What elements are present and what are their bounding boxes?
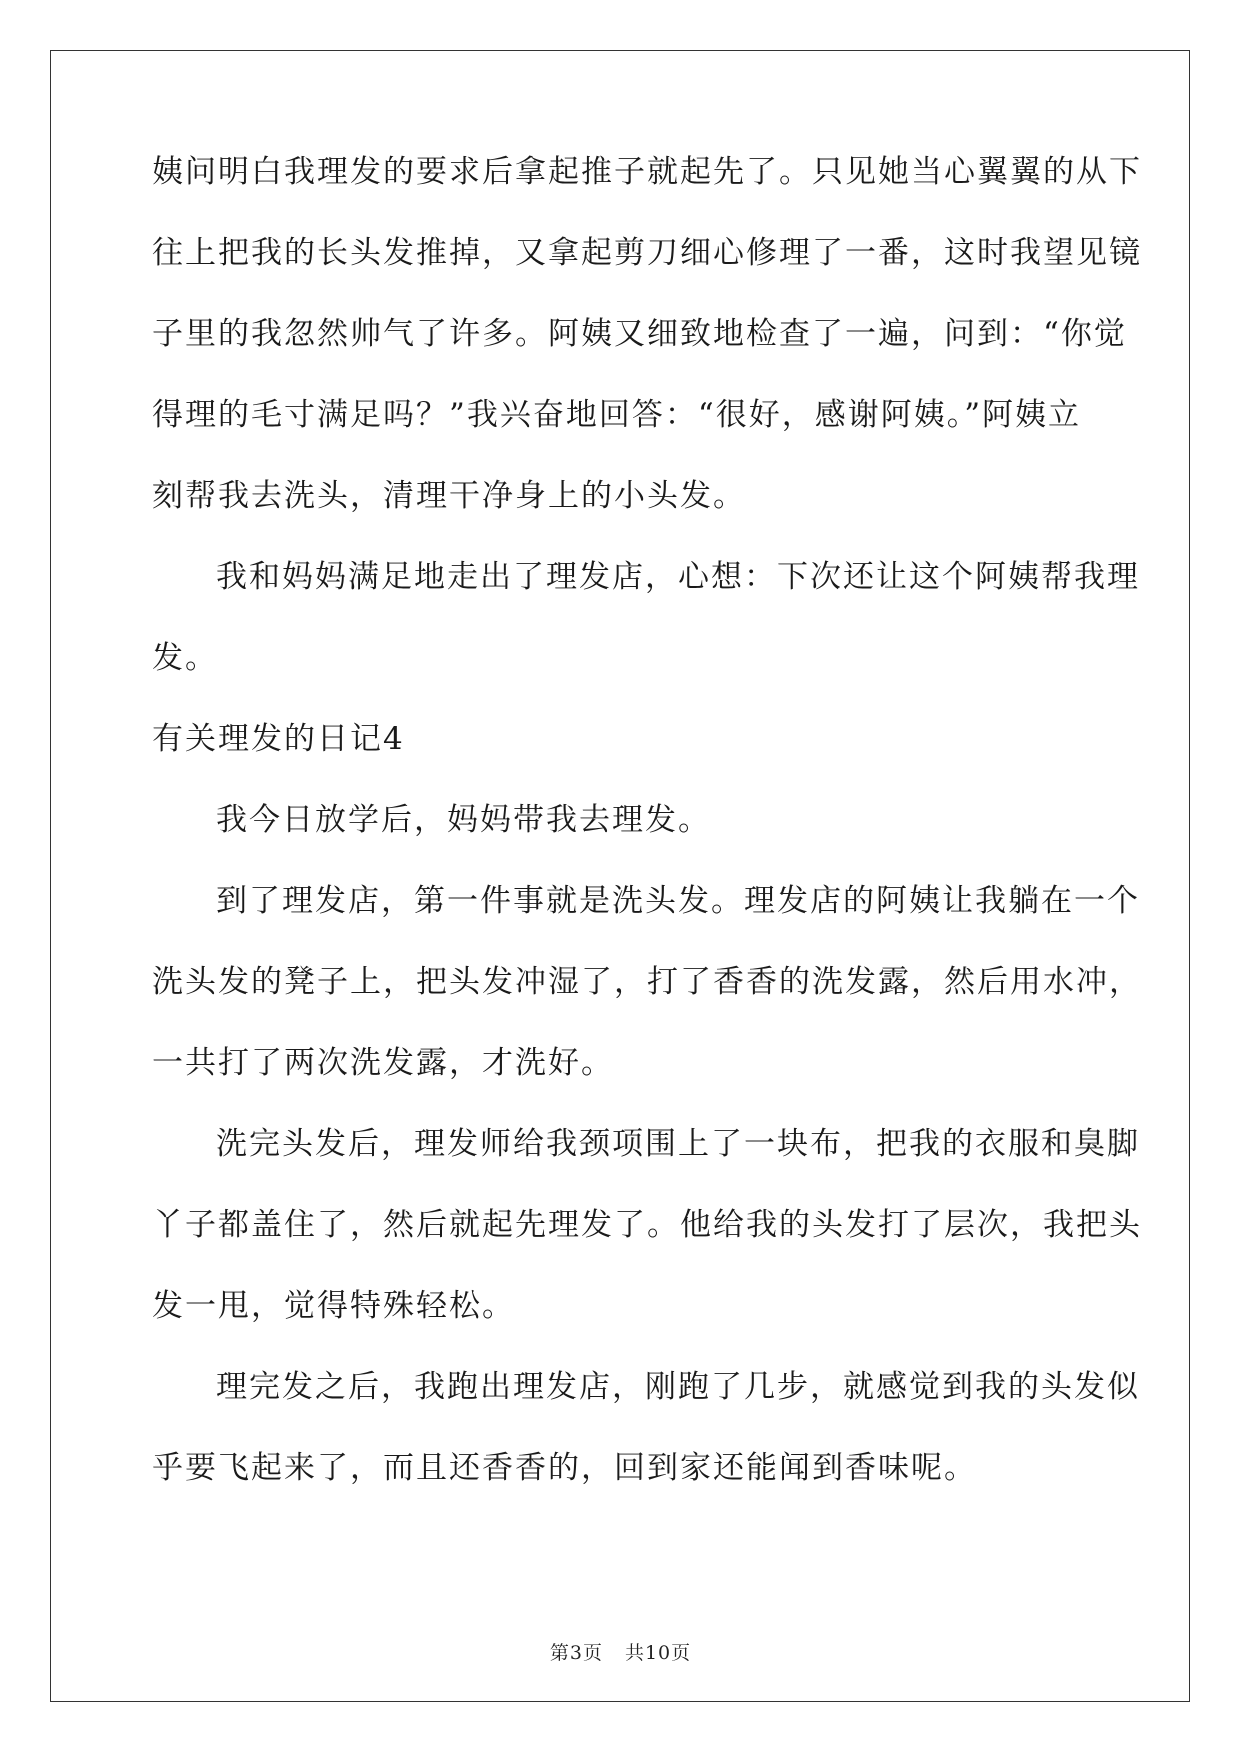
text-line: 得理的毛寸满足吗？”我兴奋地回答：“很好，感谢阿姨。”阿姨立	[152, 397, 1082, 433]
paragraph-start-line: 到了理发店，第一件事就是洗头发。理发店的阿姨让我躺在一个	[216, 883, 1140, 919]
paragraph-start-line: 理完发之后，我跑出理发店，刚跑了几步，就感觉到我的头发似	[216, 1369, 1140, 1405]
paragraph-start-line: 我和妈妈满足地走出了理发店，心想：下次还让这个阿姨帮我理	[216, 559, 1140, 595]
text-line: 往上把我的长头发推掉，又拿起剪刀细心修理了一番，这时我望见镜	[152, 235, 1142, 271]
page-number: 第3页	[549, 1642, 603, 1664]
document-body	[152, 152, 1142, 1529]
text-line: 姨问明白我理发的要求后拿起推子就起先了。只见她当心翼翼的从下	[152, 154, 1142, 190]
paragraph-start-line: 洗完头发后，理发师给我颈项围上了一块布，把我的衣服和臭脚	[216, 1126, 1140, 1162]
paragraph-start-line: 我今日放学后，妈妈带我去理发。	[216, 802, 711, 838]
section-heading: 有关理发的日记4	[152, 721, 405, 757]
page-total: 共10页	[624, 1642, 692, 1664]
text-line: 子里的我忽然帅气了许多。阿姨又细致地检查了一遍，问到：“你觉	[152, 316, 1127, 352]
text-line: 发。	[152, 640, 218, 676]
text-line: 洗头发的凳子上，把头发冲湿了，打了香香的洗发露，然后用水冲，	[152, 964, 1142, 1000]
page-footer	[0, 1638, 1241, 1665]
text-line: 一共打了两次洗发露，才洗好。	[152, 1045, 614, 1081]
text-line: 乎要飞起来了，而且还香香的，回到家还能闻到香味呢。	[152, 1450, 977, 1486]
text-line: 丫子都盖住了，然后就起先理发了。他给我的头发打了层次，我把头	[152, 1207, 1142, 1243]
text-line: 发一甩，觉得特殊轻松。	[152, 1288, 515, 1324]
text-line: 刻帮我去洗头，清理干净身上的小头发。	[152, 478, 746, 514]
